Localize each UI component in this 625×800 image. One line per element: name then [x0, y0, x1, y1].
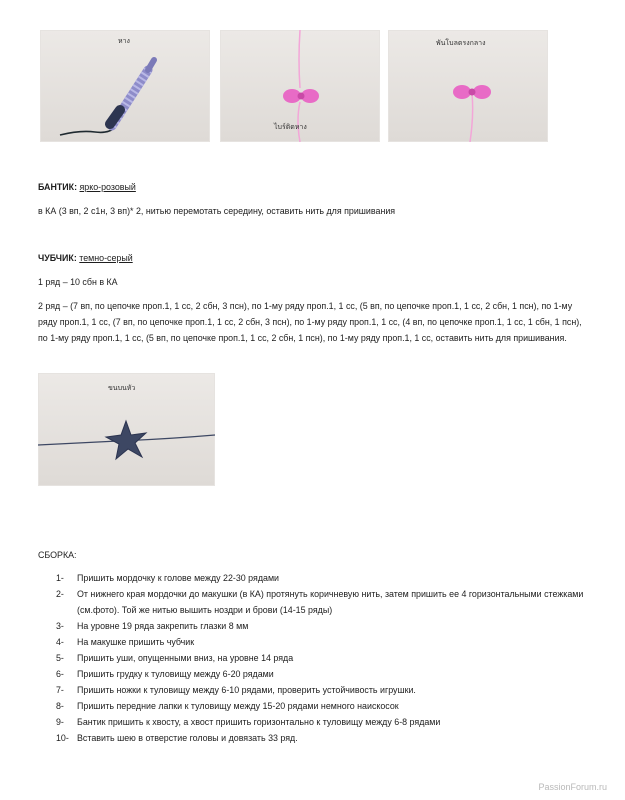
tail-photo [40, 30, 210, 142]
bow-color: ярко-розовый [79, 182, 136, 192]
assembly-steps-list [56, 570, 596, 746]
tuft-row1: 1 ряд – 10 сбн в КА [38, 277, 118, 287]
assembly-step: 3- На уровне 19 ряда закрепить глазки 8 мм [56, 621, 249, 631]
tuft-row2: 2 ряд – (7 вп, по цепочке проп.1, 1 сс, 2 сбн, 3 псн), по 1-му ряду проп.1, 1 сс, (5 вп, по цепочке проп.1, 1 сс, 2 сбн, 1 псн), по 1-му ряду проп.1, 1 сс, (7 вп, по цепочке проп.1, 1 сс, 2 сбн, 3 псн), по 1-му ряду проп.1, 1 сс, (4 вп, по цепочке проп.1, 1 сс, 1 сбн, 1 псн), по 1-му ряду проп.1, 1 сс, (5 вп, по цепочке проп.1, 1 сс, 2 сбн, 1 псн), по 1-му ряду проп.1, 1 сс, оставить нить для пришивания. [38, 301, 582, 343]
assembly-step: 7- Пришить ножки к туловищу между 6-10 рядами, проверить устойчивость игрушки. [56, 685, 416, 695]
assembly-heading: СБОРКА: [38, 550, 77, 560]
photo4-caption: ขนบนหัว [108, 384, 136, 392]
bow-instruction: в КА (3 вп, 2 с1н, 3 вп)* 2, нитью перемотать середину, оставить нить для пришивания [38, 206, 396, 216]
assembly-step: 9- Бантик пришить к хвосту, а хвост пришить горизонтально к туловищу между 6-8 рядами [56, 717, 441, 727]
assembly-step: 6- Пришить грудку к туловищу между 6-20 рядами [56, 669, 274, 679]
photo2-caption: ไบร์ติดหาง [274, 123, 307, 131]
tuft-color: темно-серый [79, 253, 133, 263]
assembly-step: 2- От нижнего края мордочки до макушки (в КА) протянуть коричневую нить, затем пришить ее 4 горизонтальными стежками (см.фото). Той же нитью вышить ноздри и брови (14-15 ряды) [56, 589, 584, 615]
tuft-photo [38, 373, 215, 486]
bow-tail-photo [220, 30, 380, 142]
tuft-heading: ЧУБЧИК: [38, 253, 77, 263]
photo1-caption: หาง [118, 37, 130, 45]
bow-heading: БАНТИК: [38, 182, 78, 192]
assembly-step: 10- Вставить шею в отверстие головы и довязать 33 ряд. [56, 733, 298, 743]
tuft-heading-line [38, 250, 133, 266]
watermark: PassionForum.ru [538, 782, 607, 792]
bow-heading-line [38, 179, 136, 195]
assembly-step: 8- Пришить передние лапки к туловищу между 15-20 рядами немного наискосок [56, 701, 399, 711]
photo3-caption: พันโบลตรงกลาง [436, 39, 486, 47]
assembly-step: 4- На макушке пришить чубчик [56, 637, 195, 647]
assembly-step: 5- Пришить уши, опущенными вниз, на уровне 14 ряда [56, 653, 294, 663]
assembly-step: 1- Пришить мордочку к голове между 22-30 рядами [56, 573, 280, 583]
bow-wrap-photo [388, 30, 548, 142]
